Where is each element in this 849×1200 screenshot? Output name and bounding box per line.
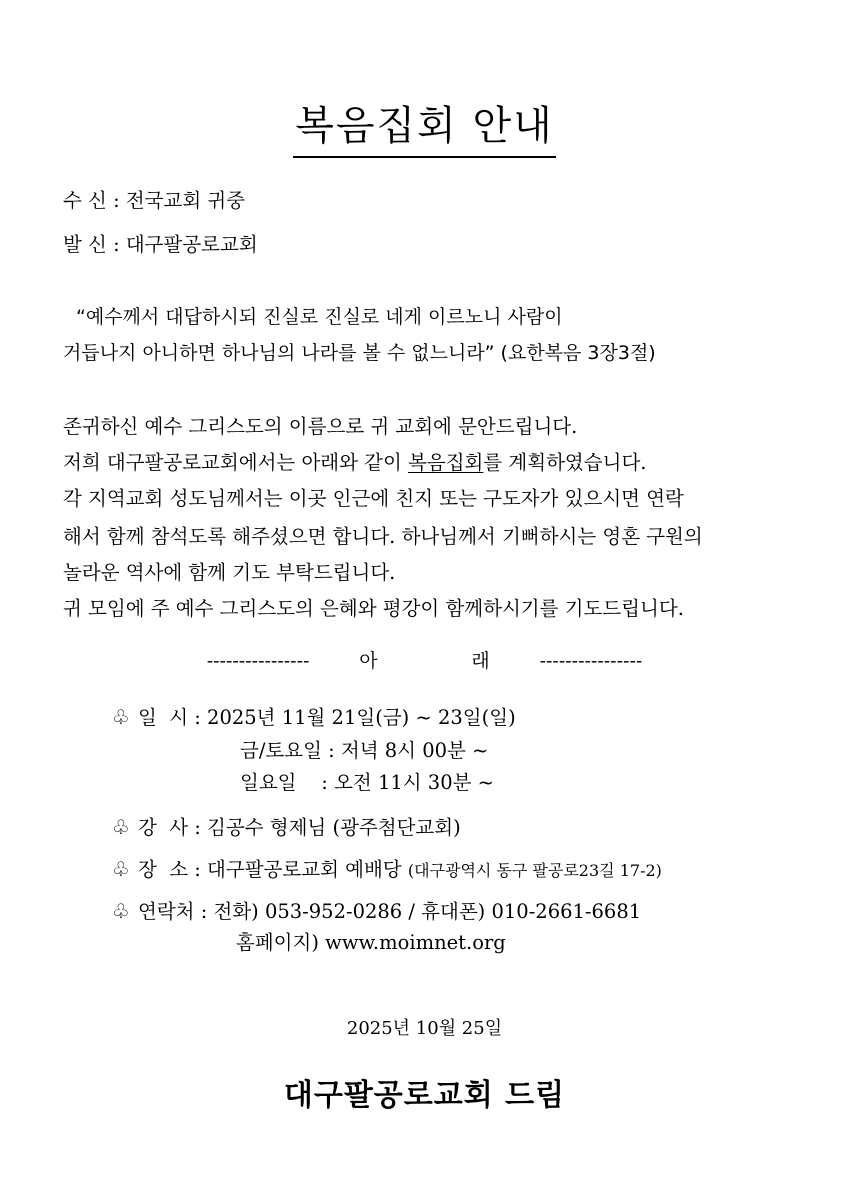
detail-schedule	[112, 704, 516, 731]
detail-contact	[112, 898, 641, 925]
schedule-sub-1: 금/토요일 : 저녁 8시 00분 ~	[240, 739, 489, 762]
speaker-value: 김공수 형제님 (광주첨단교회)	[207, 816, 461, 839]
letter-line-6: 귀 모임에 주 예수 그리스도의 은혜와 평강이 함께하시기를 기도드립니다.	[63, 597, 684, 620]
club-icon: ♧	[112, 857, 130, 881]
schedule-label: 일 시 :	[138, 706, 201, 729]
divider-char-1: 아	[359, 650, 378, 672]
document-title	[0, 98, 849, 158]
club-icon: ♧	[112, 815, 130, 839]
divider-char-2: 래	[471, 650, 490, 672]
recipient-line: 수 신 : 전국교회 귀중	[63, 189, 246, 212]
detail-speaker	[112, 814, 461, 841]
letter-line-4: 해서 함께 참석도록 해주셨으면 합니다. 하나님께서 기뻐하시는 영혼 구원의	[63, 525, 703, 548]
schedule-sub-2: 일요일 : 오전 11시 30분 ~	[240, 771, 494, 794]
club-icon: ♧	[112, 705, 130, 729]
letter-line-2-pre: 저희 대구팔공로교회에서는 아래와 같이	[63, 451, 409, 474]
sender-line: 발 신 : 대구팔공로교회	[63, 233, 258, 256]
contact-value: 전화) 053-952-0286 / 휴대폰) 010-2661-6681	[213, 900, 642, 923]
letter-highlight-revival: 복음집회	[408, 451, 484, 474]
place-label: 장 소 :	[138, 858, 201, 881]
club-icon: ♧	[112, 899, 130, 923]
speaker-label: 강 사 :	[138, 816, 201, 839]
contact-label: 연락처 :	[138, 900, 208, 923]
signature: 대구팔공로교회 드림	[283, 1078, 566, 1113]
issue-date: 2025년 10월 25일	[346, 1018, 503, 1039]
letter-line-2-post: 를 계획하였습니다.	[483, 451, 647, 474]
detail-place	[112, 856, 662, 884]
scripture-quote-line-1: “예수께서 대답하시되 진실로 진실로 네게 이르노니 사람이	[76, 306, 563, 328]
letter-line-2	[63, 450, 646, 476]
letter-line-1: 존귀하신 예수 그리스도의 이름으로 귀 교회에 문안드립니다.	[63, 415, 578, 438]
schedule-value: 2025년 11월 21일(금) ~ 23일(일)	[207, 706, 516, 729]
document-title-text: 복음집회 안내	[293, 98, 556, 158]
letter-line-3: 각 지역교회 성도님께서는 이곳 인근에 친지 또는 구도자가 있으시면 연락	[63, 487, 684, 510]
section-divider	[0, 648, 849, 674]
place-address: (대구광역시 동구 팔공로23길 17-2)	[407, 861, 662, 880]
divider-dashes-left: ----------------	[206, 650, 310, 672]
scripture-quote-line-2: 거듭나지 아니하면 하나님의 나라를 볼 수 없느니라” (요한복음 3장3절)	[63, 342, 656, 364]
place-value: 대구팔공로교회 예배당	[207, 858, 402, 881]
divider-dashes-right: ----------------	[539, 650, 643, 672]
contact-website: 홈페이지) www.moimnet.org	[236, 931, 506, 954]
letter-line-5: 놀라운 역사에 함께 기도 부탁드립니다.	[63, 561, 396, 584]
